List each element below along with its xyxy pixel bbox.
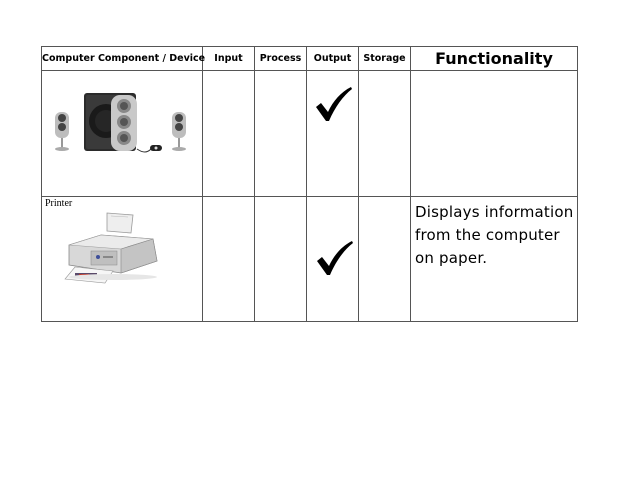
- process-cell: [255, 71, 307, 197]
- checkmark-icon: [313, 85, 353, 125]
- speakers-image: [51, 91, 191, 161]
- functionality-cell: [411, 71, 578, 197]
- table-row: [42, 197, 578, 322]
- header-functionality: Functionality: [411, 47, 578, 71]
- output-cell: [307, 71, 359, 197]
- output-cell: [307, 197, 359, 322]
- header-row: [42, 47, 578, 71]
- storage-cell: [359, 71, 411, 197]
- header-storage: Storage: [359, 47, 411, 71]
- checkmark-icon: [314, 239, 354, 279]
- header-output: Output: [307, 47, 359, 71]
- header-device: Computer Component / Device: [42, 47, 203, 71]
- header-process: Process: [255, 47, 307, 71]
- device-label: Printer: [45, 198, 73, 209]
- functionality-text: Displays information from the computer on paper.: [415, 203, 574, 267]
- printer-image: [61, 211, 161, 293]
- component-table: [41, 46, 578, 322]
- process-cell: [255, 197, 307, 322]
- storage-cell: [359, 197, 411, 322]
- header-input: Input: [203, 47, 255, 71]
- device-cell: [42, 197, 203, 322]
- input-cell: [203, 197, 255, 322]
- table-row: [42, 71, 578, 197]
- device-cell: [42, 71, 203, 197]
- functionality-cell: [411, 197, 578, 322]
- input-cell: [203, 71, 255, 197]
